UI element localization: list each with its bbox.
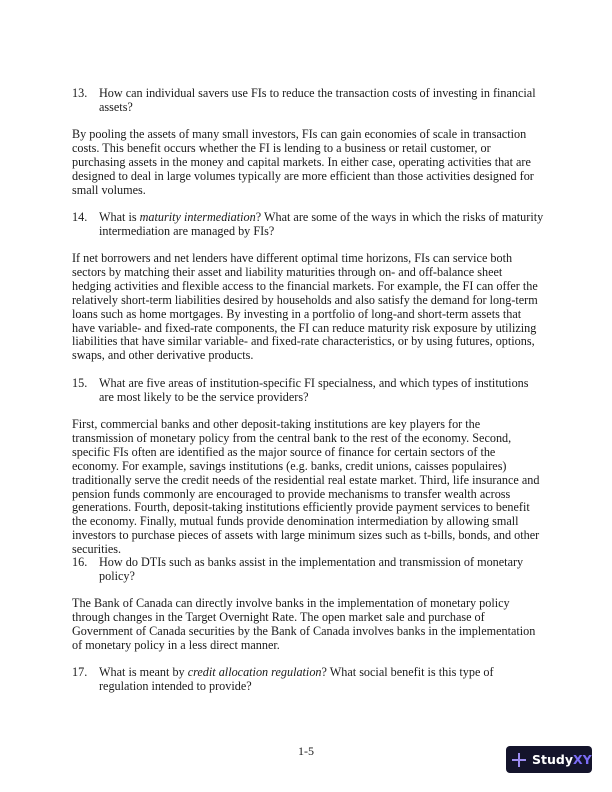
- answer-15: First, commercial banks and other deposit-taking institutions are key players for the transmission of monetary policy from the central bank to the rest of the economy. Second, specific FIs often are identified as the major source of finance for certain sectors of the economy. For example, savings institutions (e.g. banks, credit unions, caisses populaires) traditionally serve the credit needs of the residential real estate market. Third, life insurance and pension funds commonly are encouraged to provide mechanisms to transfer wealth across generations. Fourth, deposit-taking institutions efficiently provide payment services to benefit the economy. Finally, mutual funds provide denomination intermediation by allowing small investors to purchase pieces of assets with large minimum sizes such as t-bills, bonds, and other securities.: [72, 417, 540, 557]
- question-number: 14.: [72, 210, 88, 224]
- term-emphasis: maturity intermediation: [139, 210, 256, 224]
- question-text: What is maturity intermediation? What are some of the ways in which the risks of maturity intermediation are managed by FIs?: [99, 210, 544, 238]
- plus-icon: [512, 753, 526, 767]
- answer-14: If net borrowers and net lenders have different optimal time horizons, FIs can service both sectors by matching their asset and liability maturities through on- and off-balance sheet hedging activities and flexible access to the financial markets. For example, the FI can offer the relatively short-term liabilities desired by households and also satisfy the demand for long-term loans such as home mortgages. By investing in a portfolio of long-and short-term assets that have variable- and fixed-rate components, the FI can reduce maturity risk exposure by utilizing liabilities that have similar variable- and fixed-rate characteristics, or by using futures, options, swaps, and other derivative products.: [72, 251, 538, 363]
- question-14: [72, 211, 546, 239]
- term-emphasis: credit allocation regulation: [187, 665, 322, 679]
- brand-accent: XY: [572, 751, 592, 767]
- question-17: [72, 666, 546, 694]
- question-13: [72, 87, 546, 115]
- question-number: 17.: [72, 665, 88, 679]
- question-15: [72, 377, 546, 405]
- question-text: How can individual savers use FIs to reduce the transaction costs of investing in financial assets?: [99, 86, 536, 114]
- question-16: [72, 556, 546, 584]
- question-number: 13.: [72, 86, 88, 100]
- question-text: What is meant by credit allocation regulation? What social benefit is this type of regulation intended to provide?: [99, 665, 494, 693]
- question-number: 15.: [72, 376, 88, 390]
- studyxy-badge[interactable]: [506, 746, 592, 773]
- brand-primary: Study: [532, 751, 573, 767]
- answer-13: By pooling the assets of many small investors, FIs can gain economies of scale in transaction costs. This benefit occurs whether the FI is lending to a business or retail customer, or purchasing assets in the money and capital markets. In either case, operating activities that are designed to deal in large volumes typically are more efficient than those activities designed for small volumes.: [72, 127, 534, 197]
- question-text: What are five areas of institution-specific FI specialness, and which types of institutions are most likely to be the service providers?: [99, 376, 529, 404]
- page-number: 1-5: [298, 744, 314, 758]
- answer-16: The Bank of Canada can directly involve banks in the implementation of monetary policy through changes in the Target Overnight Rate. The open market sale and purchase of Government of Canada securities by the Bank of Canada involves banks in the implementation of monetary policy in a less direct manner.: [72, 596, 536, 652]
- question-text: How do DTIs such as banks assist in the implementation and transmission of monetary policy?: [99, 555, 524, 583]
- question-number: 16.: [72, 555, 88, 569]
